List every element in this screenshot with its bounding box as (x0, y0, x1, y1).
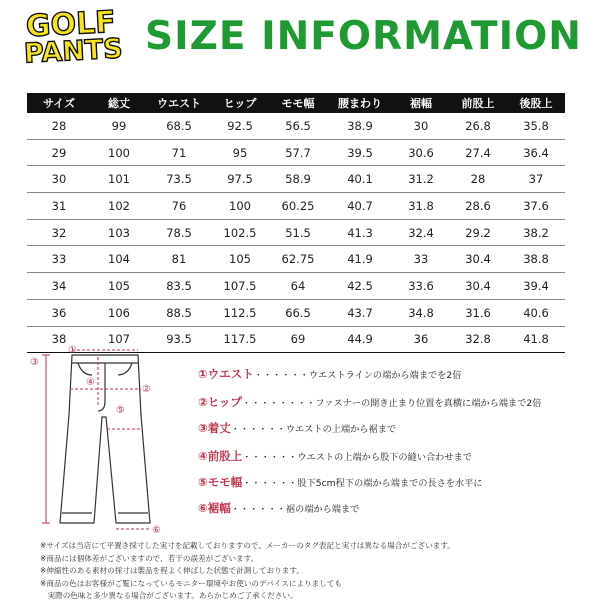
pants-diagram (28, 345, 168, 535)
table-cell: 28.6 (449, 193, 507, 220)
legend-term: 着丈 (207, 421, 231, 435)
legend-term: モモ幅 (207, 475, 243, 489)
table-cell: 66.5 (269, 299, 327, 326)
header-cell: モモ幅 (269, 93, 327, 113)
table-cell: 33 (393, 246, 449, 273)
table-cell: 73.5 (147, 166, 211, 193)
table-cell: 33 (27, 246, 91, 273)
legend-number: ⑤ (198, 475, 208, 489)
legend-dots: ・・・・・・ (242, 452, 298, 463)
legend-term: ウエスト (207, 367, 254, 381)
table-cell: 32 (27, 219, 91, 246)
legend-description: ウエストラインの端から端までを2倍 (308, 370, 462, 381)
legend-description: ファスナーの開き止まり位置を真横に端から端まで2倍 (315, 398, 542, 409)
table-row (27, 273, 565, 300)
marker-3: ③ (30, 357, 39, 368)
table-cell: 57.7 (269, 139, 327, 166)
table-cell: 64 (269, 273, 327, 300)
table-cell: 38.9 (327, 113, 393, 139)
table-row (27, 193, 565, 220)
table-cell: 69 (269, 326, 327, 353)
table-cell: 31.6 (449, 299, 507, 326)
table-cell: 101 (91, 166, 147, 193)
table-row (27, 299, 565, 326)
note-line: ※商品の色はお客様がご覧になっているモニター環境やお使いのデバイスによりましても (40, 578, 342, 588)
table-cell: 92.5 (211, 113, 269, 139)
table-cell: 99 (91, 113, 147, 139)
legend-dots: ・・・・・・ (253, 370, 309, 381)
legend-description: ウエストの上端から股下の縫い合わせまで (297, 452, 472, 463)
legend-number: ③ (198, 421, 208, 435)
table-cell: 76 (147, 193, 211, 220)
table-cell: 60.25 (269, 193, 327, 220)
table-cell: 27.4 (449, 139, 507, 166)
table-header-row (27, 93, 565, 113)
note-line: ※サイズは当店にて平置き採寸した実寸を記載しておりますので、メーカーのタグ表記と実寸は異なる場合がございます。 (40, 541, 455, 550)
table-cell: 107.5 (211, 273, 269, 300)
table-cell: 36.4 (507, 139, 565, 166)
table-cell: 102 (91, 193, 147, 220)
table-cell: 112.5 (211, 299, 269, 326)
legend-item-length (198, 420, 396, 436)
table-row (27, 166, 565, 193)
table-cell: 105 (91, 273, 147, 300)
table-cell: 30.6 (393, 139, 449, 166)
legend-dots: ・・・・・・・・ (241, 398, 316, 409)
note-line: ※伸縮性のある素材の採寸は製品を程よく伸ばした状態で計測しております。 (40, 566, 304, 576)
table-cell: 37.6 (507, 193, 565, 220)
table-cell: 33.6 (393, 273, 449, 300)
page-title: SIZE INFORMATION (145, 14, 582, 59)
table-cell: 26.8 (449, 113, 507, 139)
legend-item-hip (198, 394, 541, 410)
table-cell: 41.8 (507, 326, 565, 353)
table-body (27, 113, 565, 353)
header-cell: 前股上 (449, 93, 507, 113)
table-cell: 71 (147, 139, 211, 166)
table-cell: 56.5 (269, 113, 327, 139)
table-row (27, 113, 565, 139)
table-cell: 100 (91, 139, 147, 166)
table-cell: 36 (27, 299, 91, 326)
logo-line-2: PANTS (23, 33, 124, 70)
table-row (27, 139, 565, 166)
header-cell: 裾幅 (393, 93, 449, 113)
table-cell: 62.75 (269, 246, 327, 273)
table-cell: 39.5 (327, 139, 393, 166)
size-table (27, 93, 565, 353)
header-cell: 総丈 (91, 93, 147, 113)
table-cell: 103 (91, 219, 147, 246)
legend-item-front-rise (198, 448, 472, 464)
table-cell: 40.6 (507, 299, 565, 326)
header-cell: 後股上 (507, 93, 565, 113)
table-cell: 117.5 (211, 326, 269, 353)
marker-1: ① (68, 345, 77, 356)
table-cell: 30 (393, 113, 449, 139)
table-cell: 68.5 (147, 113, 211, 139)
table-cell: 88.5 (147, 299, 211, 326)
table-cell: 83.5 (147, 273, 211, 300)
table-cell: 43.7 (327, 299, 393, 326)
table-cell: 30.4 (449, 273, 507, 300)
table-cell: 41.9 (327, 246, 393, 273)
table-cell: 95 (211, 139, 269, 166)
header-cell: ヒップ (211, 93, 269, 113)
legend-term: ヒップ (207, 395, 242, 409)
table-cell: 38.2 (507, 219, 565, 246)
header-cell: 腰まわり (327, 93, 393, 113)
table-cell: 51.5 (269, 219, 327, 246)
notes (40, 540, 596, 603)
table-cell: 97.5 (211, 166, 269, 193)
table-cell: 78.5 (147, 219, 211, 246)
table-cell: 29 (27, 139, 91, 166)
legend-item-waist (198, 366, 461, 382)
table-row (27, 219, 565, 246)
legend-dots: ・・・・・・ (242, 478, 298, 489)
table-cell: 81 (147, 246, 211, 273)
legend-dots: ・・・・・・ (230, 504, 286, 515)
table-cell: 93.5 (147, 326, 211, 353)
pants-outline (60, 355, 150, 523)
legend-description: 裾の端から端まで (285, 504, 360, 515)
table-cell: 100 (211, 193, 269, 220)
table-cell: 39.4 (507, 273, 565, 300)
golf-pants-logo (12, 4, 130, 70)
legend-description: ウエストの上端から裾まで (285, 424, 397, 435)
legend-number: ① (198, 367, 208, 381)
legend-description: 股下5cm程下の端から端までの長さを水平に (297, 478, 483, 489)
table-cell: 32.8 (449, 326, 507, 353)
table-cell: 58.9 (269, 166, 327, 193)
table-cell: 35.8 (507, 113, 565, 139)
table-cell: 107 (91, 326, 147, 353)
table-cell: 41.3 (327, 219, 393, 246)
table-cell: 34 (27, 273, 91, 300)
table-cell: 30.4 (449, 246, 507, 273)
table-cell: 32.4 (393, 219, 449, 246)
table-cell: 31.8 (393, 193, 449, 220)
table-cell: 104 (91, 246, 147, 273)
table-cell: 105 (211, 246, 269, 273)
legend-term: 裾幅 (207, 501, 231, 515)
marker-5: ⑤ (116, 405, 125, 416)
table-cell: 31.2 (393, 166, 449, 193)
table-cell: 29.2 (449, 219, 507, 246)
note-line: ※商品には個体差がございますので、若干の誤差がございます。 (40, 553, 259, 563)
table-cell: 28 (27, 113, 91, 139)
legend-dots: ・・・・・・ (230, 424, 286, 435)
table-cell: 38 (27, 326, 91, 353)
logo-line-1: GOLF (25, 4, 117, 45)
table-cell: 38.8 (507, 246, 565, 273)
marker-4: ④ (86, 377, 95, 388)
table-row (27, 246, 565, 273)
legend-number: ⑥ (198, 501, 208, 515)
table-cell: 36 (393, 326, 449, 353)
table-cell: 31 (27, 193, 91, 220)
header-cell: サイズ (27, 93, 91, 113)
table-cell: 42.5 (327, 273, 393, 300)
legend-number: ④ (198, 449, 208, 463)
table-cell: 34.8 (393, 299, 449, 326)
table-cell: 106 (91, 299, 147, 326)
legend-number: ② (198, 395, 208, 409)
table-cell: 40.1 (327, 166, 393, 193)
table-cell: 102.5 (211, 219, 269, 246)
table-cell: 37 (507, 166, 565, 193)
note-line: 実際の色味と多少異なる場合がございます。あらかじめご了承ください。 (40, 591, 298, 601)
table-cell: 28 (449, 166, 507, 193)
legend-item-thigh (198, 474, 483, 490)
table-cell: 40.7 (327, 193, 393, 220)
legend-item-hem (198, 500, 359, 516)
marker-6: ⑥ (152, 525, 161, 535)
table-cell: 44.9 (327, 326, 393, 353)
legend-term: 前股上 (207, 449, 243, 463)
header-cell: ウエスト (147, 93, 211, 113)
table-cell: 30 (27, 166, 91, 193)
marker-2: ② (142, 384, 151, 395)
